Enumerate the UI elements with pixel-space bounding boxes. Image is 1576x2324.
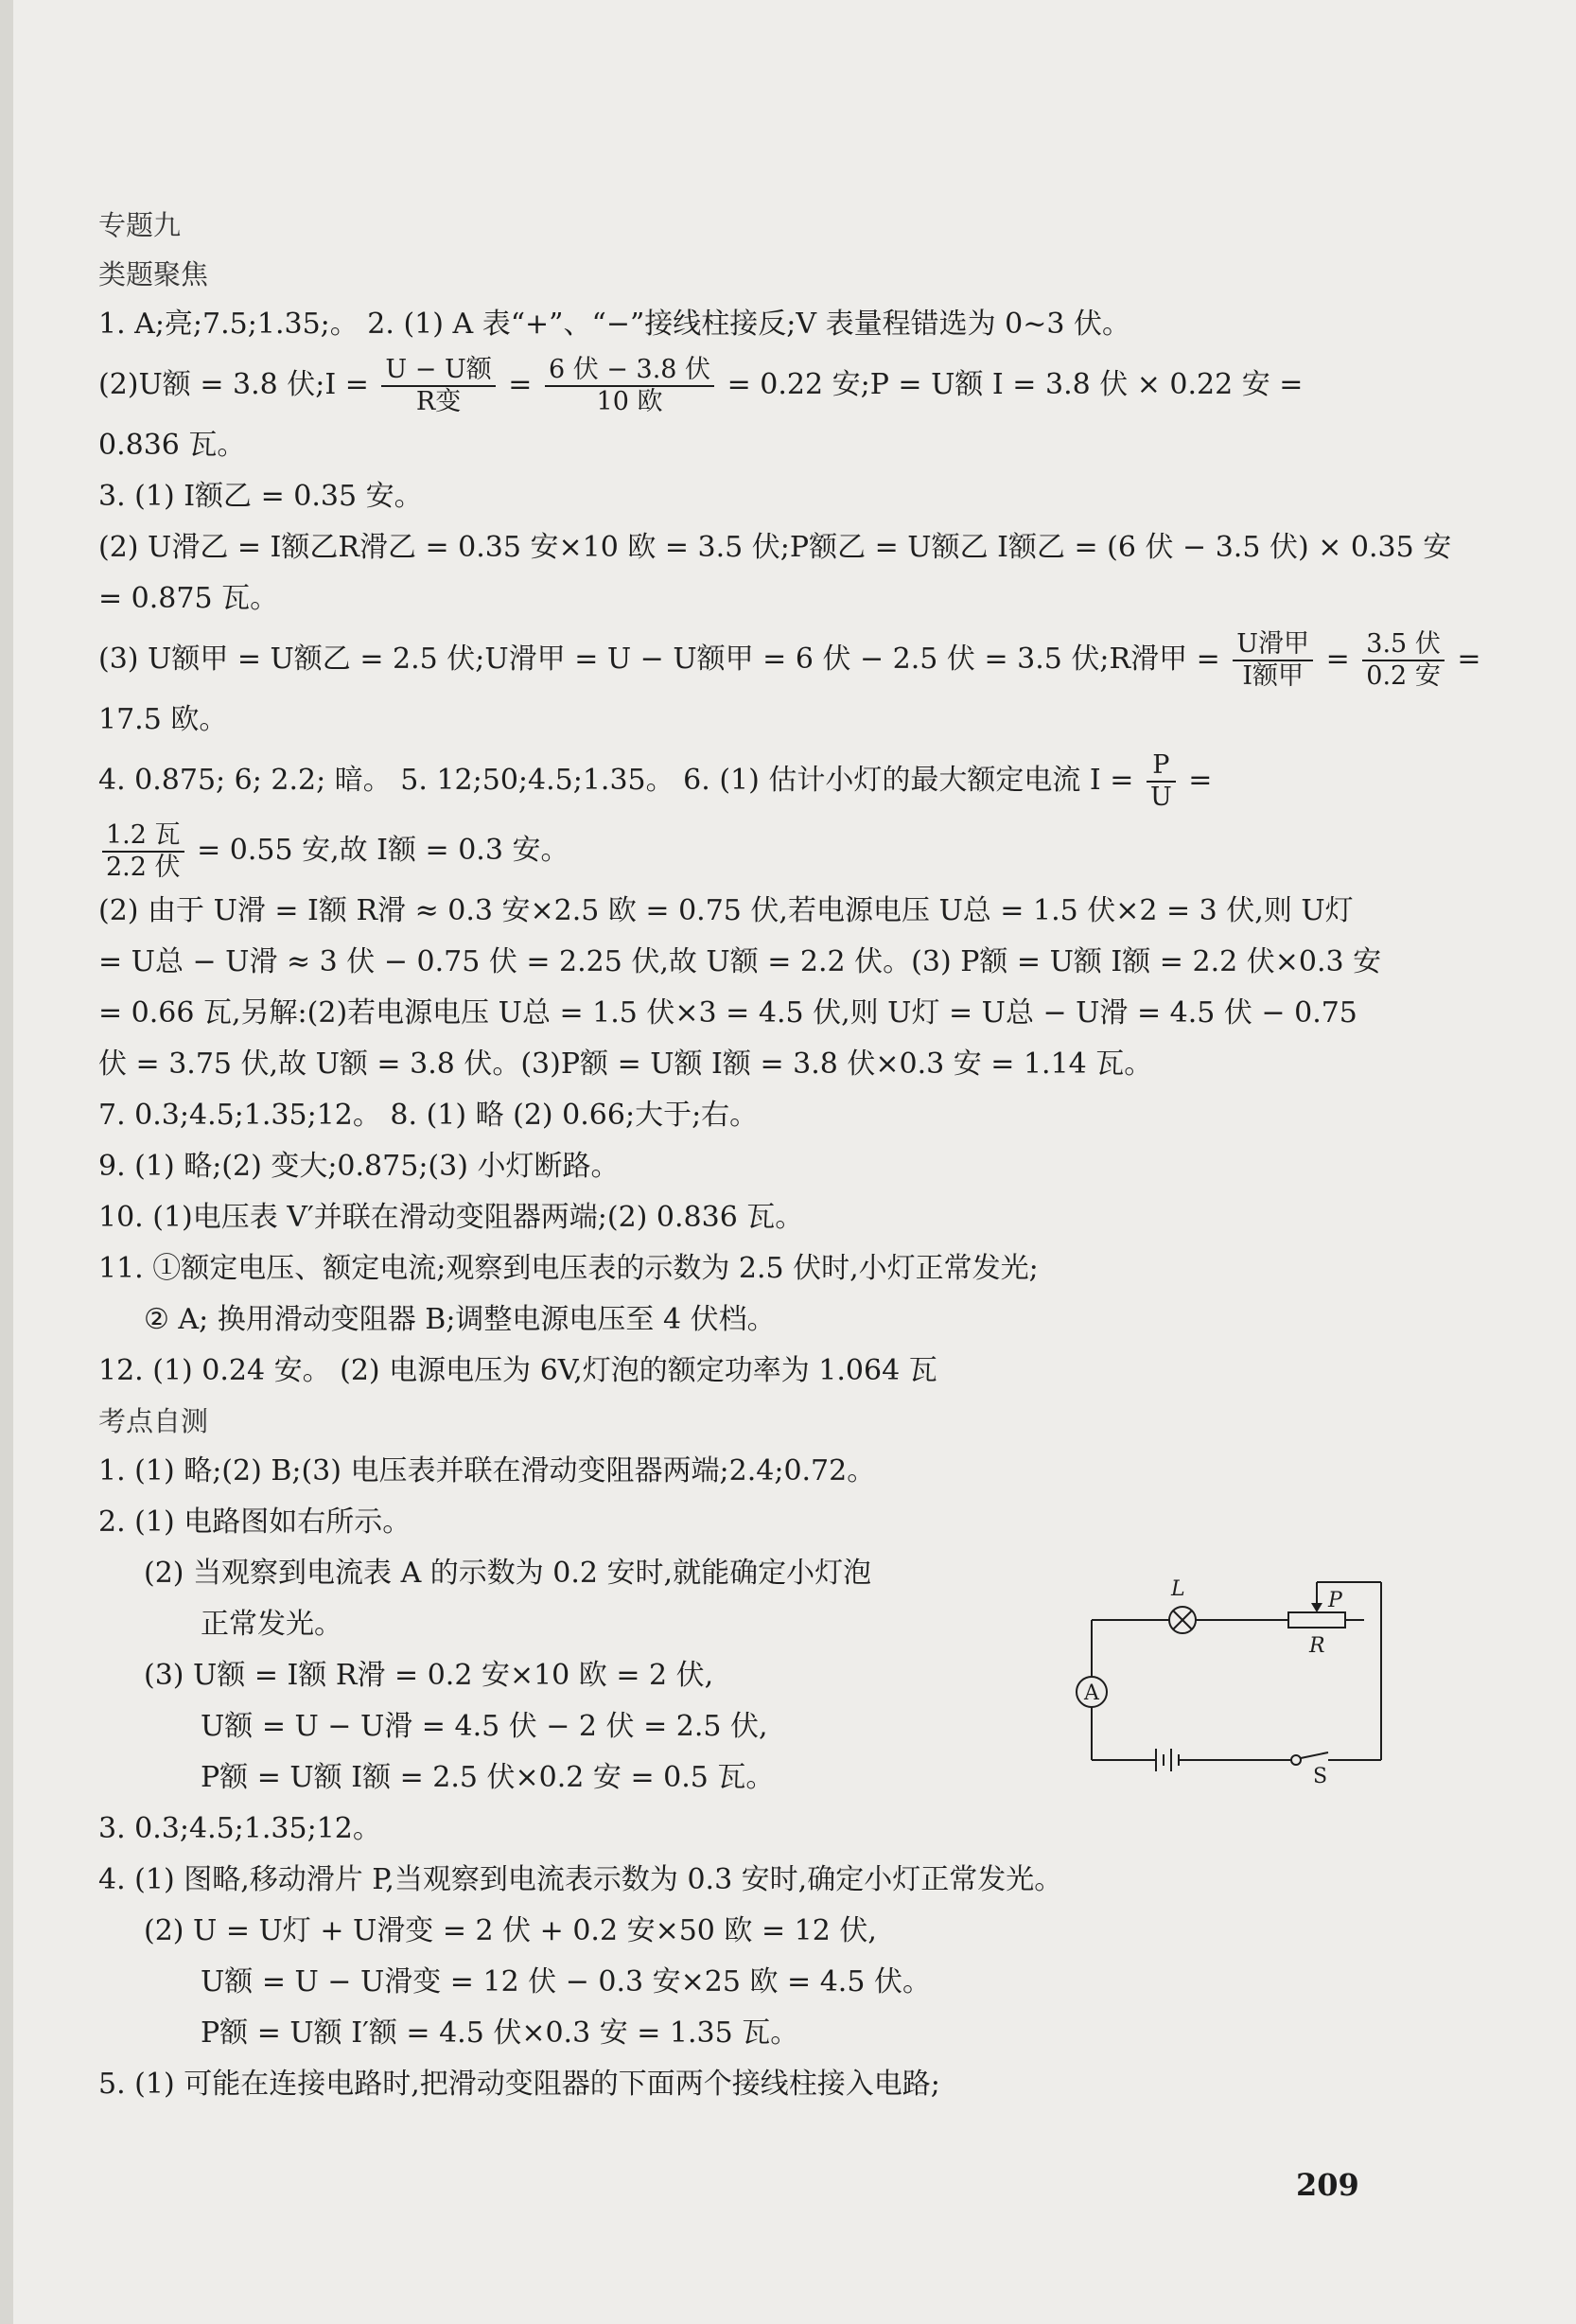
rheostat-symbol — [1288, 1612, 1345, 1628]
fraction — [381, 355, 495, 417]
answer-line: (2) U = U灯 + U滑变 = 2 伏 + 0.2 安×50 欧 = 12 伏, — [144, 1914, 877, 1947]
denominator: 2.2 伏 — [106, 853, 181, 882]
answer-line: 10. (1)电压表 V′并联在滑动变阻器两端;(2) 0.836 瓦。 — [98, 1201, 804, 1234]
fraction — [1362, 629, 1445, 692]
answer-line: 5. (1) 可能在连接电路时,把滑动变阻器的下面两个接线柱接入电路; — [98, 2068, 940, 2101]
numerator: 1.2 瓦 — [102, 820, 184, 853]
text-run: = — [1325, 643, 1350, 676]
answer-line: ② A; 换用滑动变阻器 B;调整电源电压至 4 伏档。 — [144, 1303, 776, 1336]
answer-line: P额 = U额 I额 = 2.5 伏×0.2 安 = 0.5 瓦。 — [201, 1761, 775, 1794]
answer-line: 4. (1) 图略,移动滑片 P,当观察到电流表示数为 0.3 安时,确定小灯正常发光。 — [98, 1863, 1063, 1896]
circuit-diagram — [1063, 1558, 1408, 1785]
answer-line: 9. (1) 略;(2) 变大;0.875;(3) 小灯断路。 — [98, 1150, 620, 1183]
answer-line: 12. (1) 0.24 安。 (2) 电源电压为 6V,灯泡的额定功率为 1.064 瓦 — [98, 1354, 937, 1387]
denominator: I额甲 — [1242, 661, 1305, 691]
fraction — [1233, 629, 1313, 692]
answer-line — [98, 746, 1404, 816]
text-run: 4. 0.875; 6; 2.2; 暗。 5. 12;50;4.5;1.35。 6. (1) 估计小灯的最大额定电流 I = — [98, 764, 1134, 797]
slider-label: P — [1328, 1589, 1342, 1612]
answer-line: = 0.66 瓦,另解:(2)若电源电压 U总 = 1.5 伏×3 = 4.5 伏,则 U灯 = U总 − U滑 = 4.5 伏 − 0.75 — [98, 996, 1357, 1030]
numerator: 6 伏 − 3.8 伏 — [545, 355, 714, 387]
numerator: U − U额 — [381, 355, 495, 387]
answer-line — [98, 816, 1404, 886]
numerator: P — [1147, 750, 1176, 783]
answer-line: (2) U滑乙 = I额乙R滑乙 = 0.35 安×10 欧 = 3.5 伏;P额乙 = U额乙 I额乙 = (6 伏 − 3.5 伏) × 0.35 安 — [98, 531, 1452, 564]
text-run: = 0.22 安;P = U额 I = 3.8 伏 × 0.22 安 = — [727, 368, 1304, 401]
answer-line: U额 = U − U滑 = 4.5 伏 − 2 伏 = 2.5 伏, — [201, 1710, 768, 1743]
subsection-title: 考点自测 — [98, 1405, 209, 1437]
fraction — [545, 355, 714, 417]
text-run: = 0.55 安,故 I额 = 0.3 安。 — [197, 834, 569, 867]
answer-line: 3. (1) I额乙 = 0.35 安。 — [98, 480, 423, 513]
answer-line: = 0.875 瓦。 — [98, 582, 279, 615]
rheostat-label: R — [1309, 1634, 1325, 1658]
subsection-title: 类题聚焦 — [98, 258, 209, 290]
answer-line: 伏 = 3.75 伏,故 U额 = 3.8 伏。(3)P额 = U额 I额 = 3.8 伏×0.3 安 = 1.14 瓦。 — [98, 1048, 1153, 1081]
denominator: 0.2 安 — [1366, 661, 1441, 691]
text-run: = — [1188, 764, 1213, 797]
answer-line: U额 = U − U滑变 = 12 伏 − 0.3 安×25 欧 = 4.5 伏。 — [201, 1965, 931, 1998]
section-title: 专题九 — [98, 209, 182, 241]
answer-line: 1. A;亮;7.5;1.35;。 2. (1) A 表“+”、“−”接线柱接反;V 表量程错选为 0~3 伏。 — [98, 308, 1131, 341]
answer-line: 0.836 瓦。 — [98, 429, 246, 462]
answer-content — [98, 201, 1481, 2110]
lamp-label: L — [1171, 1577, 1185, 1601]
numerator: U滑甲 — [1233, 629, 1313, 661]
answer-line: 7. 0.3;4.5;1.35;12。 8. (1) 略 (2) 0.66;大于;右。 — [98, 1099, 759, 1132]
answer-line: (2) 由于 U滑 = I额 R滑 ≈ 0.3 安×2.5 欧 = 0.75 伏,若电源电压 U总 = 1.5 伏×2 = 3 伏,则 U灯 — [98, 894, 1354, 927]
text-run: = — [1457, 643, 1481, 676]
answer-line: 2. (1) 电路图如右所示。 — [98, 1505, 412, 1539]
denominator: R变 — [415, 387, 462, 416]
fraction — [1147, 750, 1176, 813]
answer-line — [98, 625, 1481, 695]
answer-line: 11. ①额定电压、额定电流;观察到电压表的示数为 2.5 伏时,小灯正常发光; — [98, 1252, 1039, 1285]
answer-line: (2) 当观察到电流表 A 的示数为 0.2 安时,就能确定小灯泡 — [144, 1557, 872, 1590]
text-run: (3) U额甲 = U额乙 = 2.5 伏;U滑甲 = U − U额甲 = 6 伏 − 2.5 伏 = 3.5 伏;R滑甲 = — [98, 643, 1220, 676]
ammeter-label: A — [1084, 1681, 1099, 1705]
answer-line — [98, 350, 1404, 420]
answer-line: 17.5 欧。 — [98, 703, 228, 736]
answer-line: (3) U额 = I额 R滑 = 0.2 安×10 欧 = 2 伏, — [144, 1659, 714, 1692]
answer-line: 正常发光。 — [201, 1608, 342, 1641]
switch-label: S — [1313, 1765, 1328, 1785]
denominator: U — [1149, 783, 1172, 812]
answer-line: 1. (1) 略;(2) B;(3) 电压表并联在滑动变阻器两端;2.4;0.72。 — [98, 1454, 876, 1488]
page-spine-shadow — [0, 0, 13, 2324]
fraction — [102, 820, 184, 883]
answer-line: 3. 0.3;4.5;1.35;12。 — [98, 1812, 381, 1845]
denominator: 10 欧 — [596, 387, 663, 416]
text-run: (2)U额 = 3.8 伏;I = — [98, 368, 369, 401]
switch-symbol — [1291, 1755, 1301, 1765]
answer-line: = U总 − U滑 ≈ 3 伏 − 0.75 伏 = 2.25 伏,故 U额 = 2.2 伏。(3) P额 = U额 I额 = 2.2 伏×0.3 安 — [98, 945, 1382, 978]
page-number: 209 — [1296, 2167, 1359, 2203]
numerator: 3.5 伏 — [1362, 629, 1445, 661]
text-run: = — [508, 368, 533, 401]
answer-line: P额 = U额 I′额 = 4.5 伏×0.3 安 = 1.35 瓦。 — [201, 2016, 799, 2050]
